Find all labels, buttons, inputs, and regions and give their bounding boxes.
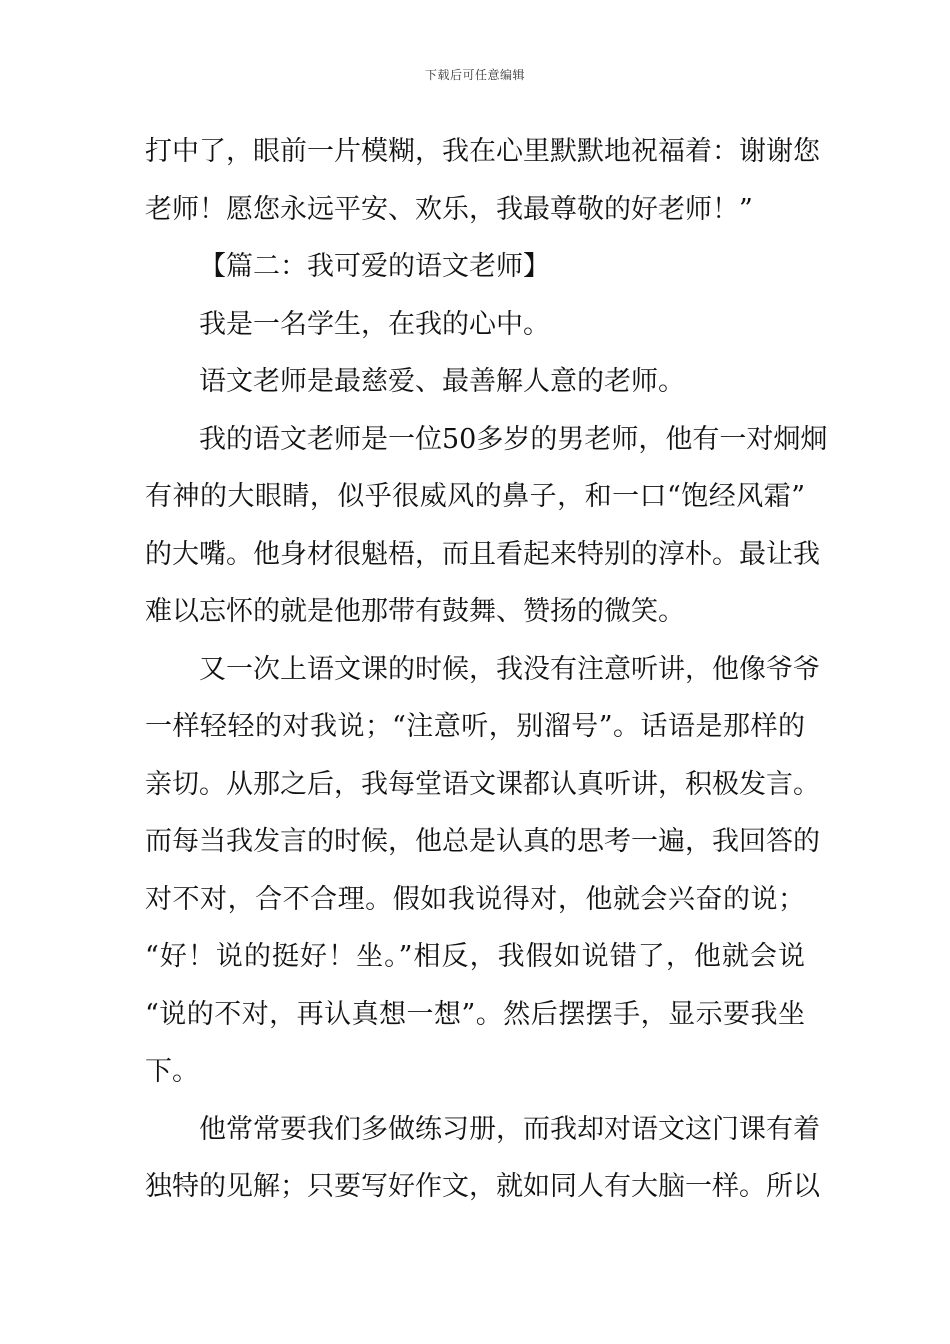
text-line: 又一次上语文课的时候，我没有注意听讲，他像爷爷	[199, 653, 820, 685]
text-line: 下。	[145, 1056, 199, 1087]
text-line: 有神的大眼睛，似乎很威风的鼻子，和一口“饱经风霜”	[145, 481, 805, 512]
text-line: 我的语文老师是一位50多岁的男老师，他有一对炯炯	[199, 423, 828, 455]
text-line: 老师！愿您永远平安、欢乐，我最尊敬的好老师！”	[145, 193, 753, 225]
text-line: 亲切。从那之后，我每堂语文课都认真听讲，积极发言。	[145, 768, 820, 800]
text-line: 我是一名学生，在我的心中。	[199, 308, 550, 340]
document-body	[145, 128, 828, 1221]
text-line: 对不对，合不合理。假如我说得对，他就会兴奋的说；	[145, 883, 805, 915]
text-line: “说的不对，再认真想一想”。然后摆摆手，显示要我坐	[145, 998, 805, 1030]
text-line: 一样轻轻的对我说；“注意听，别溜号”。话语是那样的	[145, 711, 805, 742]
text-line: 难以忘怀的就是他那带有鼓舞、赞扬的微笑。	[145, 596, 685, 627]
text-line: “好！说的挺好！坐。”相反，我假如说错了，他就会说	[145, 941, 805, 972]
text-line: 打中了，眼前一片模糊，我在心里默默地祝福着：谢谢您	[145, 136, 820, 167]
page-header: 下载后可任意编辑	[424, 68, 525, 82]
text-line: 独特的见解；只要写好作文，就如同人有大脑一样。所以	[145, 1171, 820, 1202]
section-heading: 【篇二：我可爱的语文老师】	[199, 251, 550, 282]
text-line: 而每当我发言的时候，他总是认真的思考一遍，我回答的	[145, 826, 820, 857]
text-line: 他常常要我们多做练习册，而我却对语文这门课有着	[199, 1113, 820, 1145]
text-line: 的大嘴。他身材很魁梧，而且看起来特别的淳朴。最让我	[145, 538, 820, 570]
text-line: 语文老师是最慈爱、最善解人意的老师。	[199, 366, 685, 397]
